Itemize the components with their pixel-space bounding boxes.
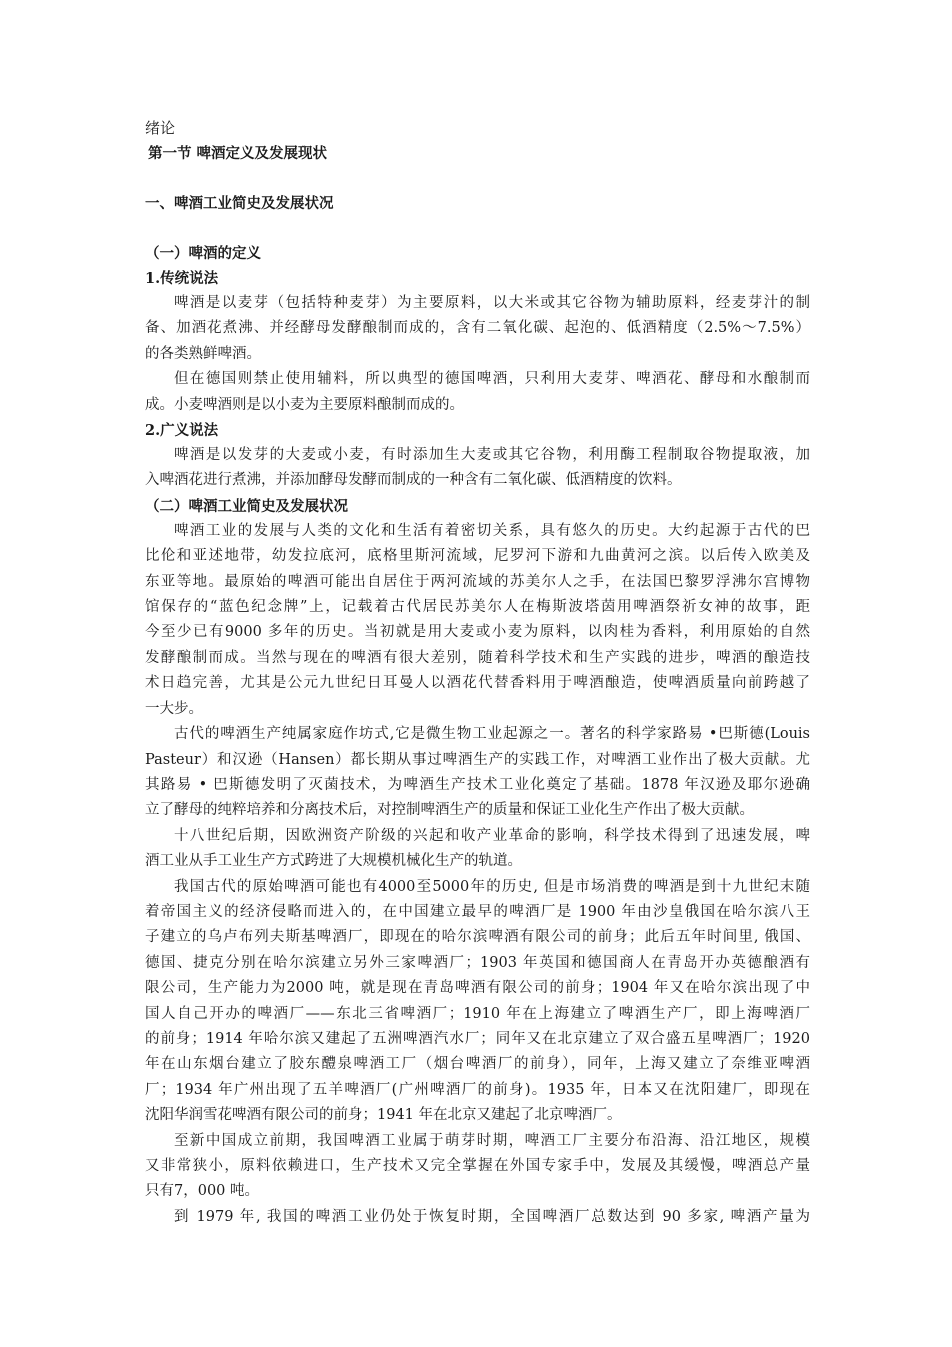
chapter-title: 绪论: [145, 119, 176, 137]
text-line: 成。小麦啤酒则是以小麦为主要原料酿制而成的。: [145, 396, 464, 413]
text-line: 国人自己开办的啤酒厂——东北三省啤酒厂；1910 年在上海建立了啤酒生产厂，即上海啤酒厂: [145, 1005, 810, 1022]
text-line: 馆保存的“蓝色纪念牌”上，记载着古代居民苏美尔人在梅斯波塔茵用啤酒祭祈女神的故事，距: [145, 599, 810, 616]
section-title: 第一节 啤酒定义及发展现状: [148, 145, 328, 162]
text-line: 又非常狭小，原料依赖进口，生产技术又完全掌握在外国专家手中，发展及其缓慢，啤酒总产量: [145, 1158, 810, 1174]
text-line: 一大步。: [145, 700, 203, 717]
text-line: 的各类熟鲜啤酒。: [145, 345, 261, 362]
text-line: 的前身；1914 年哈尔滨又建起了五洲啤酒汽水厂；同年又在北京建立了双合盛五星啤酒厂；1920: [145, 1030, 810, 1047]
subsection-title-definition: （一）啤酒的定义: [145, 245, 261, 262]
paragraph: [145, 824, 810, 875]
paragraph: [145, 722, 810, 824]
text-line: 限公司，生产能力为2000 吨，就是现在青岛啤酒有限公司的前身；1904 年又在哈尔滨出现了中: [145, 980, 810, 997]
part-title: 一、啤酒工业简史及发展状况: [145, 195, 334, 212]
paragraph: [145, 367, 810, 418]
paragraph: [145, 875, 810, 1129]
text-line: 德国、捷克分别在哈尔滨建立另外三家啤酒厂；1903 年英国和德国商人在青岛开办英德酿酒有: [145, 954, 810, 971]
text-line: 东亚等地。最原始的啤酒可能出自居住于两河流域的苏美尔人之手，在法国巴黎罗浮沸尔宫博物: [145, 573, 810, 590]
definition-1-title: 1.传统说法: [145, 270, 219, 287]
text-line: 比伦和亚述地带，幼发拉底河，底格里斯河流域，尼罗河下游和九曲黄河之滨。以后传入欧美及: [145, 548, 810, 565]
text-line: Pasteur）和汉逊（Hansen）都长期从事过啤酒生产的实践工作，对啤酒工业作出了极大贡献。尤: [145, 751, 810, 768]
text-line: 厂；1934 年广州出现了五羊啤酒厂(广州啤酒厂的前身)。1935 年，日本又在沈阳建厂，即现在: [145, 1081, 810, 1098]
paragraph: [145, 1205, 810, 1230]
text-line: 年在山东烟台建立了胶东醴泉啤酒工厂（烟台啤酒厂的前身），同年，上海又建立了奈维亚啤酒: [145, 1056, 810, 1073]
text-line: 啤酒是以发芽的大麦或小麦，有时添加生大麦或其它谷物，利用酶工程制取谷物提取液，加: [174, 447, 810, 464]
text-line: 十八世纪后期，因欧洲资产阶级的兴起和收产业革命的影响，科学技术得到了迅速发展，啤: [174, 827, 810, 844]
text-line: 备、加酒花煮沸、并经酵母发酵酿制而成的，含有二氧化碳、起泡的、低酒精度（2.5%～7.5%）: [145, 320, 810, 337]
text-line: 啤酒是以麦芽（包括特种麦芽）为主要原料，以大米或其它谷物为辅助原料，经麦芽汁的制: [174, 295, 810, 311]
text-line: 酒工业从手工业生产方式跨进了大规模机械化生产的轨道。: [145, 853, 522, 870]
text-line: 我国古代的原始啤酒可能也有4000至5000年的历史, 但是市场消费的啤酒是到十九世纪末随: [174, 878, 810, 895]
text-line: 入啤酒花进行煮沸，并添加酵母发酵而制成的一种含有二氧化碳、低酒精度的饮料。: [145, 472, 682, 489]
text-line: 古代的啤酒生产纯属家庭作坊式,它是微生物工业起源之一。著名的科学家路易 •巴斯德(Louis: [174, 726, 810, 743]
subsection-title-history: （二）啤酒工业简史及发展状况: [145, 497, 348, 515]
text-line: 着帝国主义的经济侵略而进入的，在中国建立最早的啤酒厂是 1900 年由沙皇俄国在哈尔滨八王: [145, 903, 810, 920]
text-line: 今至少已有9000 多年的历史。当初就是用大麦或小麦为原料，以肉桂为香料，利用原始的自然: [145, 624, 810, 641]
text-line: 只有7，000 吨。: [145, 1183, 260, 1200]
text-line: 子建立的乌卢布列夫斯基啤酒厂，即现在的哈尔滨啤酒有限公司的前身；此后五年时间里, 俄国、: [145, 929, 810, 946]
text-line: 立了酵母的纯粹培养和分离技术后，对控制啤酒生产的质量和保证工业化生产作出了极大贡献。: [145, 802, 754, 819]
text-line: 至新中国成立前期，我国啤酒工业属于萌芽时期，啤酒工厂主要分布沿海、沿江地区，规模: [174, 1132, 810, 1149]
text-line: 但在德国则禁止使用辅料，所以典型的德国啤酒，只利用大麦芽、啤酒花、酵母和水酿制而: [174, 371, 810, 388]
paragraph: [145, 519, 810, 722]
paragraph: [145, 443, 810, 494]
text-line: 其路易 • 巴斯德发明了灭菌技术，为啤酒生产技术工业化奠定了基础。1878 年汉逊及耶尔逊确: [145, 776, 810, 793]
text-line: 到 1979 年, 我国的啤酒工业仍处于恢复时期，全国啤酒厂总数达到 90 多家, 啤酒产量为: [174, 1208, 810, 1225]
text-line: 沈阳华润雪花啤酒有限公司的前身；1941 年在北京又建起了北京啤酒厂。: [145, 1107, 622, 1124]
document-body: [145, 116, 810, 1230]
text-line: 术日趋完善，尤其是公元九世纪日耳曼人以酒花代替香料用于啤酒酿造，使啤酒质量向前跨越了: [145, 675, 810, 692]
paragraph: [145, 1129, 810, 1205]
definition-2-title: 2.广义说法: [145, 422, 219, 440]
paragraph: [145, 291, 810, 367]
text-line: 啤酒工业的发展与人类的文化和生活有着密切关系，具有悠久的历史。大约起源于古代的巴: [174, 522, 810, 539]
text-line: 发酵酿制而成。当然与现在的啤酒有很大差别，随着科学技术和生产实践的进步，啤酒的酿造技: [145, 649, 810, 666]
